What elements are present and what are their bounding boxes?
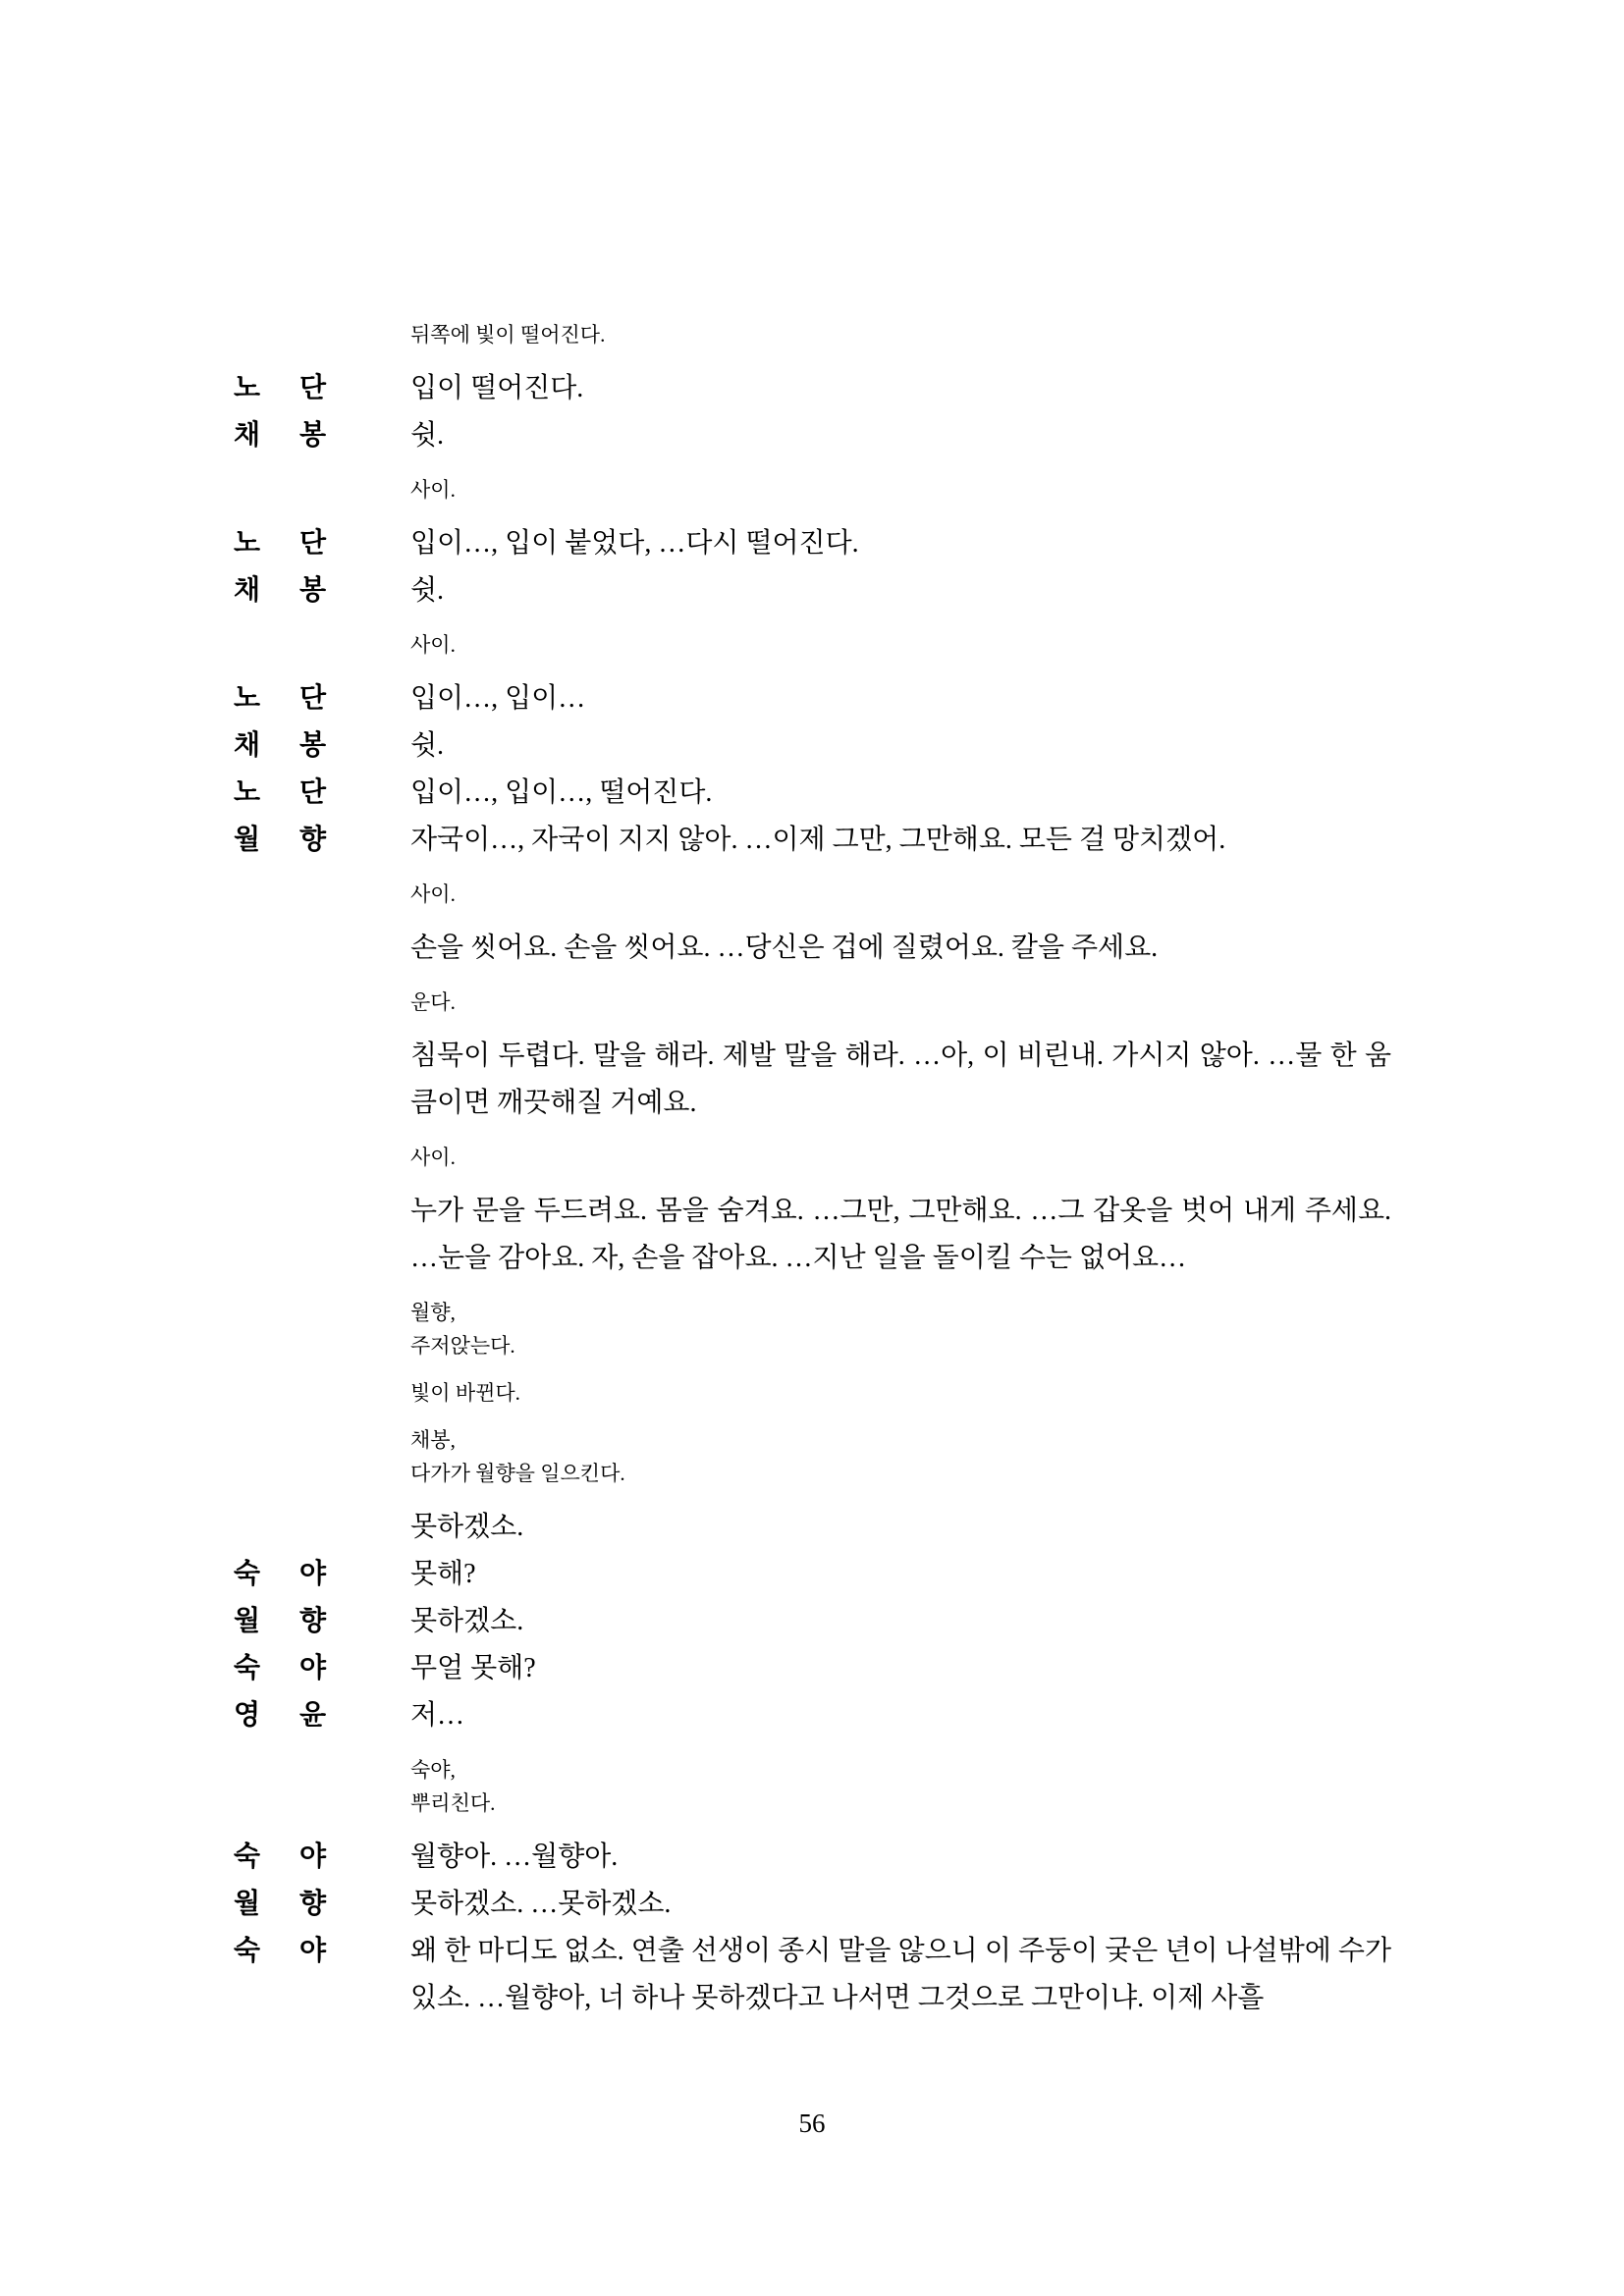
character-name-char: 노 bbox=[234, 373, 261, 403]
character-name-char: 봉 bbox=[298, 420, 326, 451]
stage-direction-line: 채봉, bbox=[410, 1428, 456, 1452]
stage-direction bbox=[410, 986, 1391, 1019]
dialogue-row bbox=[234, 1598, 1391, 1645]
stage-direction-line: 운다. bbox=[410, 990, 456, 1014]
stage-direction-line: 빛이 바뀐다. bbox=[410, 1381, 520, 1405]
dialogue-row bbox=[410, 1188, 1391, 1282]
stage-direction-line: 사이. bbox=[410, 1146, 456, 1169]
stage-direction bbox=[410, 318, 1391, 351]
page-number: 56 bbox=[798, 2109, 826, 2138]
dialogue-row bbox=[234, 567, 1391, 614]
character-name-char: 야 bbox=[298, 1936, 326, 1966]
speech-text: 자국이…, 자국이 지지 않아. …이제 그만, 그만해요. 모든 걸 망치겠어. bbox=[410, 825, 1226, 855]
dialogue-row bbox=[234, 1834, 1391, 1881]
stage-direction-line: 뒤쪽에 빛이 떨어진다. bbox=[410, 323, 606, 347]
character-name-char: 봉 bbox=[298, 575, 326, 606]
stage-direction bbox=[410, 1376, 1391, 1410]
character-name-char: 야 bbox=[298, 1559, 326, 1589]
stage-direction bbox=[410, 473, 1391, 507]
speech-text: 입이…, 입이…, 떨어진다. bbox=[410, 777, 713, 808]
character-name-char: 단 bbox=[298, 777, 326, 808]
character-name bbox=[234, 365, 326, 412]
speech-text: 침묵이 두렵다. 말을 해라. 제발 말을 해라. …아, 이 비린내. 가시지 않아. …물 한 움큼이면 깨끗해질 거예요. bbox=[410, 1041, 1391, 1118]
character-name bbox=[234, 1551, 326, 1598]
character-name bbox=[234, 722, 326, 770]
character-name bbox=[234, 520, 326, 567]
character-name-char: 채 bbox=[234, 730, 261, 761]
stage-direction-line: 사이. bbox=[410, 633, 456, 657]
character-name-char: 야 bbox=[298, 1842, 326, 1872]
character-name bbox=[234, 1645, 326, 1692]
character-name bbox=[234, 412, 326, 459]
speech-text: 못하겠소. …못하겠소. bbox=[410, 1889, 672, 1919]
speech-text: 무얼 못해? bbox=[410, 1653, 536, 1683]
dialogue-row bbox=[234, 520, 1391, 567]
stage-direction bbox=[410, 628, 1391, 662]
dialogue-row bbox=[410, 1504, 1391, 1551]
character-name-char: 향 bbox=[298, 1606, 326, 1636]
speech-text: 입이 떨어진다. bbox=[410, 373, 584, 403]
character-name-char: 봉 bbox=[298, 730, 326, 761]
stage-direction bbox=[410, 1423, 1391, 1490]
character-name bbox=[234, 1834, 326, 1881]
speech-text: 쉿. bbox=[410, 420, 445, 451]
speech-text: 입이…, 입이… bbox=[410, 683, 586, 714]
character-name-char: 단 bbox=[298, 373, 326, 403]
dialogue-row bbox=[234, 722, 1391, 770]
speech-text: 못하겠소. bbox=[410, 1606, 524, 1636]
speech-text: 저… bbox=[410, 1700, 465, 1731]
stage-direction bbox=[410, 1296, 1391, 1362]
stage-direction-line: 뿌리친다. bbox=[410, 1791, 496, 1815]
character-name bbox=[234, 1692, 326, 1739]
character-name-char: 월 bbox=[234, 1606, 261, 1636]
character-name-char: 숙 bbox=[234, 1842, 261, 1872]
character-name bbox=[234, 770, 326, 817]
character-name-char: 단 bbox=[298, 683, 326, 714]
character-name-char: 월 bbox=[234, 1889, 261, 1919]
character-name-char: 채 bbox=[234, 575, 261, 606]
speech-text: 쉿. bbox=[410, 575, 445, 606]
character-name bbox=[234, 567, 326, 614]
speech-text: 왜 한 마디도 없소. 연출 선생이 종시 말을 않으니 이 주둥이 궂은 년이 나설밖에 수가 있소. …월향아, 너 하나 못하겠다고 나서면 그것으로 그만이냐. 이제 사흘 bbox=[410, 1936, 1391, 2013]
dialogue-row bbox=[234, 817, 1391, 864]
dialogue-row bbox=[234, 365, 1391, 412]
speech-text: 쉿. bbox=[410, 730, 445, 761]
character-name-char: 월 bbox=[234, 825, 261, 855]
stage-direction-line: 사이. bbox=[410, 478, 456, 502]
character-name-char: 영 bbox=[234, 1700, 261, 1731]
character-name bbox=[234, 1881, 326, 1928]
character-name-char: 숙 bbox=[234, 1936, 261, 1966]
stage-direction-line: 숙야, bbox=[410, 1758, 456, 1782]
dialogue-row bbox=[234, 675, 1391, 722]
stage-direction-line: 사이. bbox=[410, 882, 456, 906]
speech-text: 누가 문을 두드려요. 몸을 숨겨요. …그만, 그만해요. …그 갑옷을 벗어 내게 주세요. …눈을 감아요. 자, 손을 잡아요. …지난 일을 돌이킬 수는 없어요… bbox=[410, 1196, 1391, 1273]
character-name-char: 숙 bbox=[234, 1653, 261, 1683]
stage-direction-line: 다가가 월향을 일으킨다. bbox=[410, 1462, 625, 1485]
stage-direction bbox=[410, 1141, 1391, 1174]
dialogue-row bbox=[234, 1645, 1391, 1692]
dialogue-row bbox=[410, 925, 1391, 972]
stage-direction-line: 주저앉는다. bbox=[410, 1334, 515, 1358]
character-name-char: 향 bbox=[298, 825, 326, 855]
dialogue-row bbox=[234, 1551, 1391, 1598]
character-name bbox=[234, 1598, 326, 1645]
character-name-char: 노 bbox=[234, 777, 261, 808]
character-name bbox=[234, 675, 326, 722]
speech-text: 입이…, 입이 붙었다, …다시 떨어진다. bbox=[410, 528, 859, 559]
character-name bbox=[234, 817, 326, 864]
dialogue-row bbox=[234, 770, 1391, 817]
stage-direction bbox=[410, 878, 1391, 911]
character-name bbox=[234, 1928, 326, 1975]
dialogue-row bbox=[410, 1033, 1391, 1127]
speech-text: 월향아. …월향아. bbox=[410, 1842, 619, 1872]
script-body bbox=[234, 304, 1391, 2022]
character-name-char: 노 bbox=[234, 528, 261, 559]
dialogue-row bbox=[234, 1692, 1391, 1739]
character-name-char: 야 bbox=[298, 1653, 326, 1683]
stage-direction bbox=[410, 1753, 1391, 1820]
character-name-char: 향 bbox=[298, 1889, 326, 1919]
character-name-char: 단 bbox=[298, 528, 326, 559]
dialogue-row bbox=[234, 1881, 1391, 1928]
speech-text: 못해? bbox=[410, 1559, 476, 1589]
dialogue-row bbox=[234, 1928, 1391, 2022]
character-name-char: 숙 bbox=[234, 1559, 261, 1589]
speech-text: 못하겠소. bbox=[410, 1512, 524, 1542]
character-name-char: 채 bbox=[234, 420, 261, 451]
stage-direction-line: 월향, bbox=[410, 1301, 456, 1324]
character-name-char: 윤 bbox=[298, 1700, 326, 1731]
dialogue-row bbox=[234, 412, 1391, 459]
character-name-char: 노 bbox=[234, 683, 261, 714]
speech-text: 손을 씻어요. 손을 씻어요. …당신은 겁에 질렸어요. 칼을 주세요. bbox=[410, 933, 1159, 963]
